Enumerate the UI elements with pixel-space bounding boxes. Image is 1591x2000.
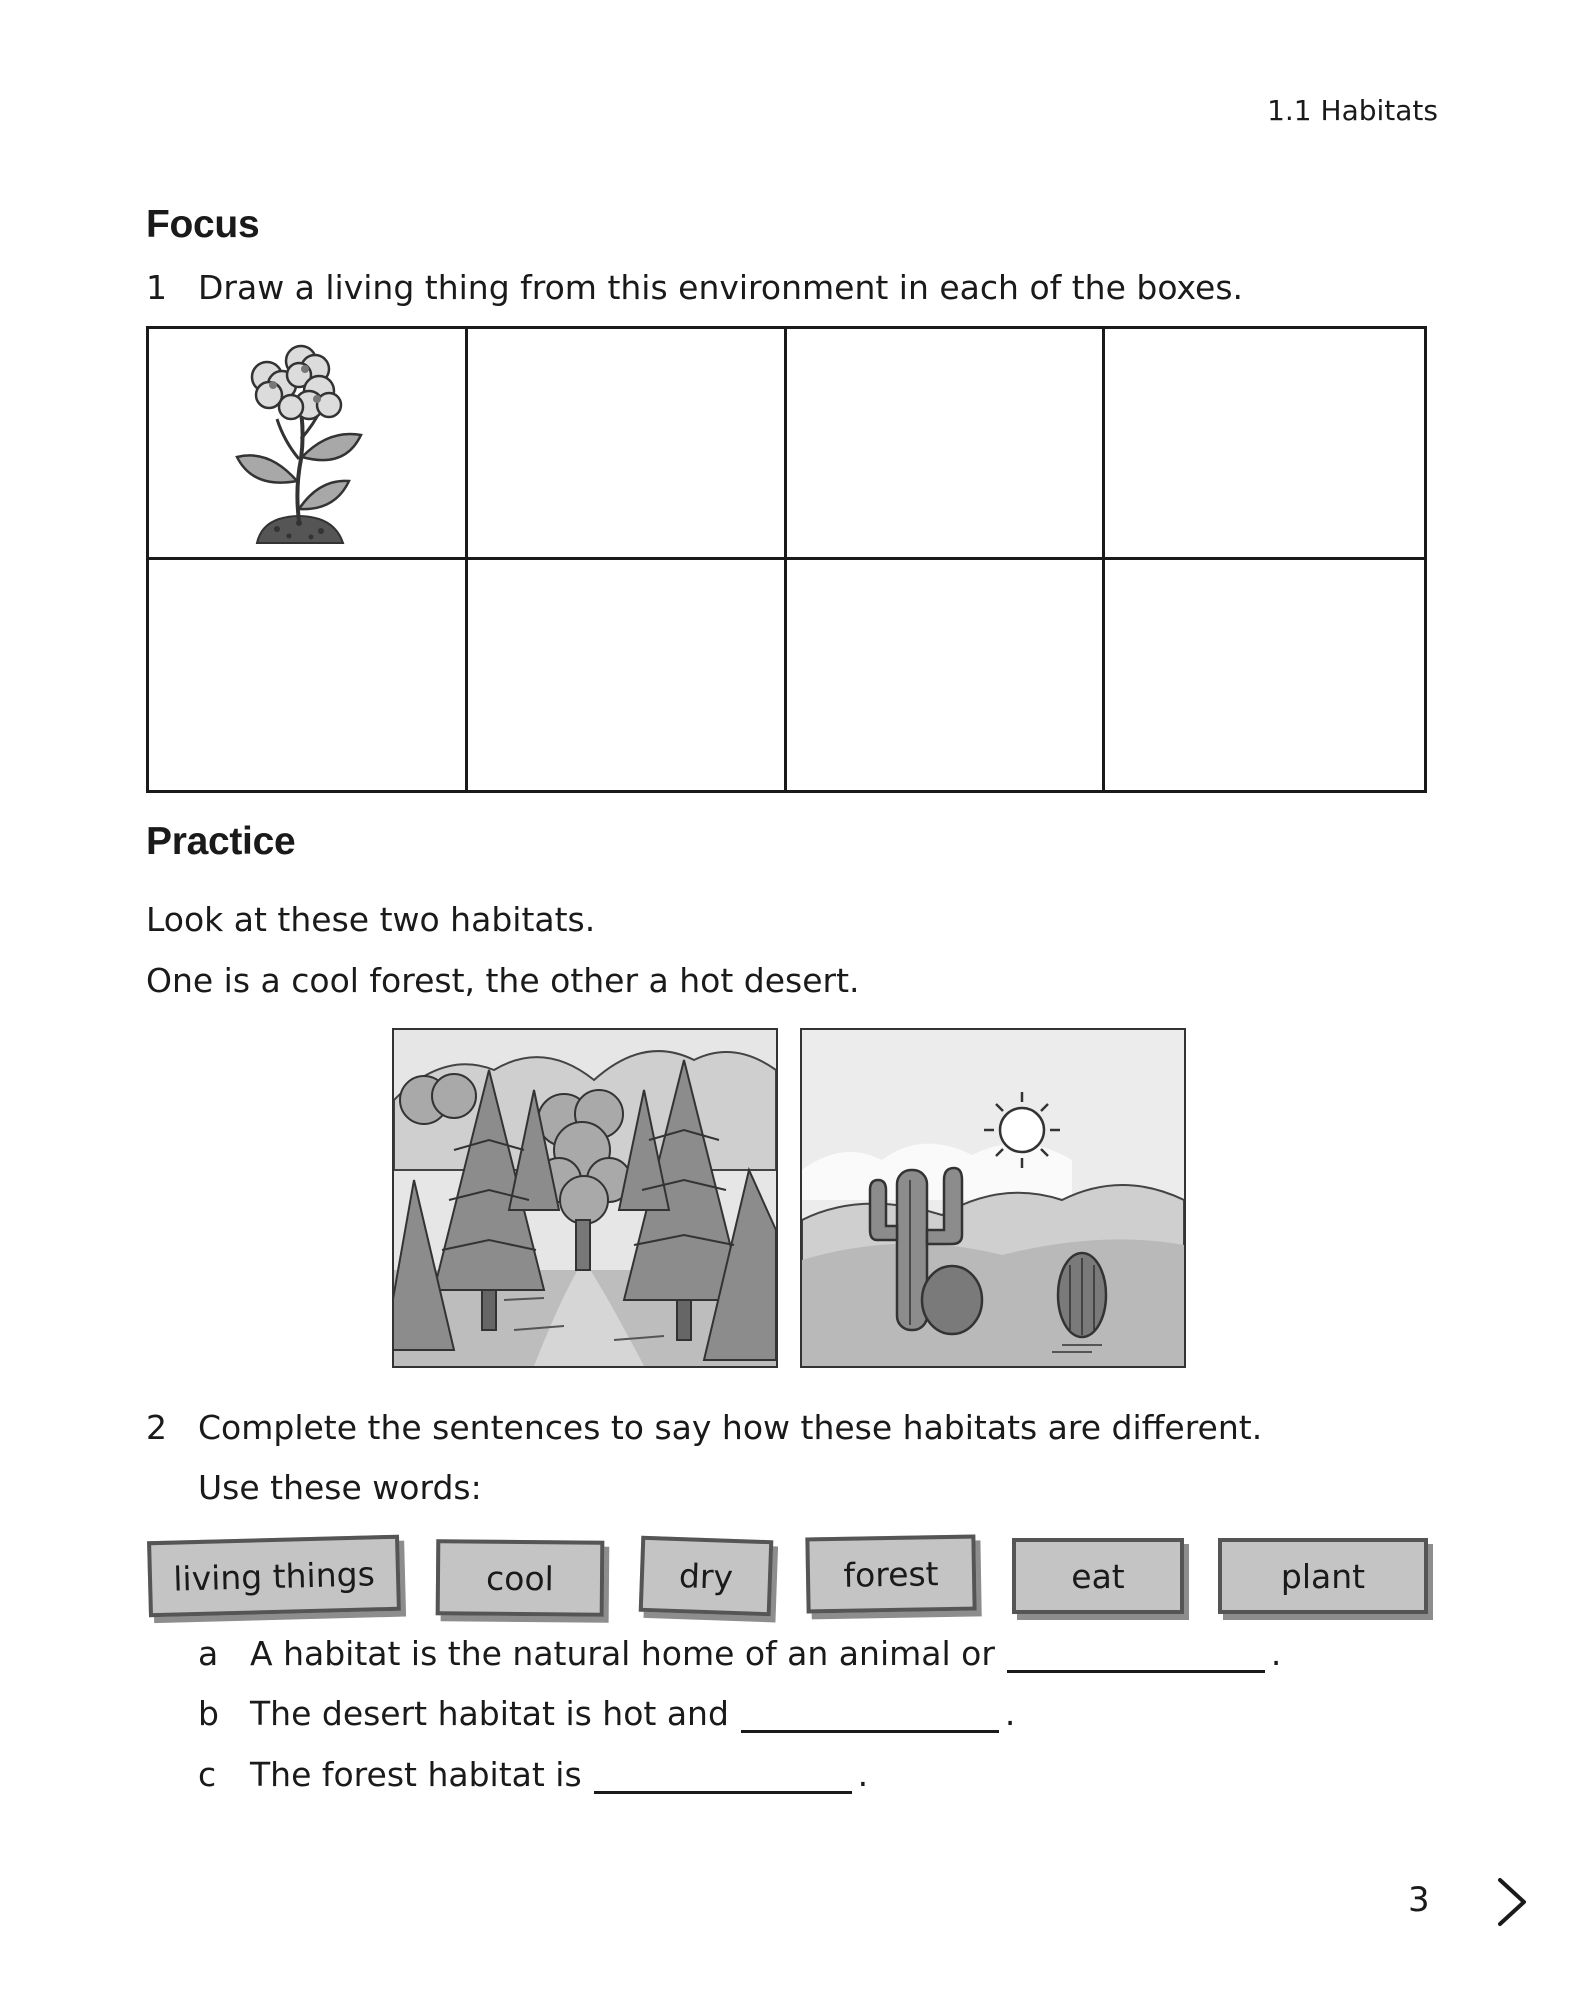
drawing-box-5[interactable] [149,560,468,791]
drawing-grid [146,326,1427,793]
drawing-box-6[interactable] [468,560,787,791]
drawing-box-4[interactable] [1105,329,1424,560]
sentence-c-end: . [857,1755,869,1794]
practice-intro-2: One is a cool forest, the other a hot desert. [146,961,860,1000]
sentence-a-blank[interactable] [1007,1640,1265,1673]
question-1-number: 1 [146,268,167,307]
drawing-box-2[interactable] [468,329,787,560]
question-2-instruction: Use these words: [198,1468,482,1507]
word-card-cool[interactable]: cool [436,1539,605,1616]
practice-intro-1: Look at these two habitats. [146,900,596,939]
sentence-c-text: The forest habitat is [250,1755,582,1794]
sentence-a-end: . [1270,1634,1282,1673]
sentence-b-label: b [198,1694,219,1733]
question-1 [146,268,1243,307]
chevron-right-icon [1492,1874,1532,1930]
sentence-b-blank[interactable] [741,1700,999,1733]
flower-plant-icon [149,329,469,559]
sentence-a-text: A habitat is the natural home of an animal or [250,1634,995,1673]
sentence-c-label: c [198,1755,217,1794]
drawing-box-8[interactable] [1105,560,1424,791]
sentence-a-label: a [198,1634,219,1673]
question-2-number: 2 [146,1408,167,1447]
focus-heading: Focus [146,203,260,246]
sentence-c [198,1755,868,1794]
next-page-button[interactable] [1492,1874,1532,1930]
question-2-text: Complete the sentences to say how these habitats are different. [198,1408,1263,1447]
sentence-b [198,1694,1015,1733]
drawing-box-3[interactable] [787,329,1106,560]
word-card-forest[interactable]: forest [805,1535,976,1614]
drawing-box-7[interactable] [787,560,1106,791]
word-card-eat[interactable]: eat [1012,1538,1184,1614]
sentence-b-text: The desert habitat is hot and [250,1694,729,1733]
question-1-text: Draw a living thing from this environment in each of the boxes. [198,268,1244,307]
drawing-box-1[interactable] [149,329,468,560]
forest-habitat-illustration [392,1028,778,1368]
sentence-b-end: . [1004,1694,1016,1733]
section-title: 1.1 Habitats [1267,94,1438,127]
question-2 [146,1408,1262,1447]
sentence-c-blank[interactable] [594,1761,852,1794]
page-number: 3 [1408,1880,1430,1920]
sentence-a [198,1634,1281,1673]
word-card-living-things[interactable]: living things [147,1535,401,1618]
word-card-dry[interactable]: dry [639,1536,774,1617]
word-card-plant[interactable]: plant [1218,1538,1428,1614]
desert-habitat-illustration [800,1028,1186,1368]
practice-heading: Practice [146,820,296,863]
